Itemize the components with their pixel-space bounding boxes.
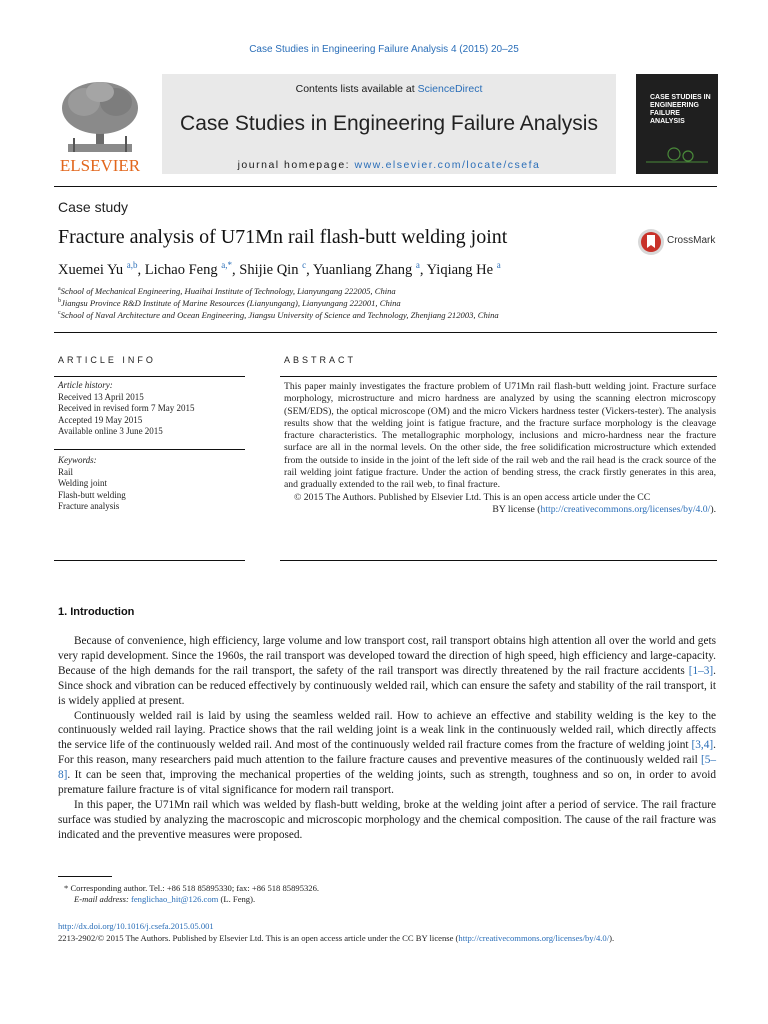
affiliation: [58, 310, 499, 320]
corresponding-author-note: * Corresponding author. Tel.: +86 518 85895330; fax: +86 518 85895326.: [64, 883, 320, 893]
article-info-divider: [54, 376, 245, 377]
issn-license-line: [58, 933, 718, 945]
paragraph-text: . For this reason, many researchers paid much attention to the failure fracture causes and preventive measures of the continuously welded rail: [58, 739, 716, 767]
elsevier-tree-icon: [54, 78, 146, 174]
abstract-license: [284, 504, 716, 516]
license-link[interactable]: http://creativecommons.org/licenses/by/4.0/: [540, 503, 711, 515]
journal-cover-image: [636, 74, 718, 174]
history-item: Accepted 19 May 2015: [58, 414, 143, 425]
keyword-item: Welding joint: [58, 478, 108, 489]
crossmark-label[interactable]: CrossMark: [667, 235, 716, 246]
abstract-text: This paper mainly investigates the fracture problem of U71Mn rail flash-butt welding joint. Fracture surface morphology, microstructure and micro hardness are analyzed by using the scanning electron microscopy (SEM/EDS), the optical microscope (OM) and the micro Vickers hardness tester (Vickers-tester). The analysis results show that the welding joint is fatigue fracture, and the fracture surface morphology is the cleavage fracture characteristics. The metallographic morphology, inclusions and micro-hardness near the fracture surface are all in the normal levels. On the other side, the free solidification microstructure which extended from the outside to inside in the joint of the left side of the rail web and the rail head is the crack source of the rail welding joint fatigue fracture. Under the action of bending stress, the crack firstly generates in this area, and gradually extended to the rail web, to final fracture.: [284, 381, 716, 491]
journal-homepage: [162, 159, 616, 171]
paragraph-text: . It can be seen that, improving the mechanical properties of the welding joints, such as strength, toughness and so on, in order to avoid premature failure fracture is of vital significance for modern rail transport.: [58, 769, 716, 797]
paragraph: [58, 798, 716, 843]
sciencedirect-link[interactable]: ScienceDirect: [417, 83, 483, 95]
journal-title: Case Studies in Engineering Failure Analysis: [180, 112, 598, 135]
affiliation: [58, 298, 401, 308]
paragraph-text: Because of convenience, high efficiency, large volume and low transport cost, rail transport obtains high attention all over the world and gets very rapid development. Since the 1960s, the rail transport was developed toward the direction of high speed, high efficiency and large-capacity. Because of the high demands for the rail transport, the safety of the rail transport was directly threatened by the rail fracture accidents: [58, 635, 716, 677]
homepage-link[interactable]: www.elsevier.com/locate/csefa: [354, 159, 541, 171]
history-item: Received 13 April 2015: [58, 391, 144, 402]
homepage-prefix: journal homepage:: [237, 159, 355, 171]
keyword-item: Flash-butt welding: [58, 489, 126, 500]
history-item: Available online 3 June 2015: [58, 426, 163, 437]
footnotes: [58, 883, 718, 906]
abstract-divider: [280, 376, 717, 377]
issn-text: 2213-2902/© 2015 The Authors. Published by Elsevier Ltd. This is an open access article under the CC BY license (: [58, 933, 459, 943]
affiliation-text: Jiangsu Province R&D Institute of Marine Resources (Lianyungang), Lianyungang 222001, China: [61, 298, 401, 308]
article-title: Fracture analysis of U71Mn rail flash-butt welding joint: [58, 226, 508, 248]
citation-link[interactable]: [1–3]: [688, 664, 714, 677]
footnote-divider: [58, 876, 112, 877]
author-name[interactable]: Yuanliang Zhang: [312, 261, 413, 278]
history-label: Article history:: [58, 380, 113, 390]
license-prefix: BY license (: [492, 503, 541, 515]
email-note: [58, 894, 718, 905]
elsevier-logo: [54, 78, 146, 174]
email-label: E-mail address:: [74, 894, 131, 905]
abstract-bottom-divider: [280, 560, 717, 561]
affiliation: [58, 286, 396, 296]
article-info-bottom-divider: [54, 560, 245, 561]
author-list: Xuemei Yu $^{a,b}$, Lichao Feng $^{a,*}$, Shijie Qin $^c$, Yuanliang Zhang $^a$, Yiqiang He $^a$: [58, 260, 501, 278]
crossmark-icon[interactable]: [637, 228, 665, 261]
author-name[interactable]: Xuemei Yu: [58, 261, 124, 278]
header-divider: [54, 186, 717, 187]
abstract-heading: ABSTRACT: [284, 355, 357, 365]
paragraph-text: Continuously welded rail is laid by using the seamless welded rail. How to achieve an effective and stability welding is the key to the continuously welded rail laying. Practice shows that the rail welding joint is a weak link in the continuously welded rail, which directly affects the service life of the continuously welded rail. And most of the continuously welded rail fracture comes from the fracture of welding joint: [58, 709, 716, 752]
journal-reference[interactable]: Case Studies in Engineering Failure Analysis 4 (2015) 20–25: [249, 44, 519, 55]
cover-title: CASE STUDIES IN ENGINEERING FAILURE ANALYSIS: [650, 94, 711, 125]
affiliation-text: School of Mechanical Engineering, Huaihai Institute of Technology, Lianyungang 222005, China: [60, 286, 396, 296]
author-affil-sup[interactable]: a,*: [221, 260, 232, 270]
author-affil-sup[interactable]: a: [415, 260, 420, 270]
author-affil-sup[interactable]: a,b: [126, 260, 138, 270]
abstract-body: [284, 381, 716, 516]
author-name[interactable]: Shijie Qin: [239, 261, 299, 278]
history-item: Received in revised form 7 May 2015: [58, 403, 195, 414]
affiliation-sup: b: [58, 298, 61, 305]
section-heading-introduction: 1. Introduction: [58, 606, 135, 618]
abstract-copyright: © 2015 The Authors. Published by Elsevier Ltd. This is an open access article under the CC: [294, 491, 651, 503]
email-link[interactable]: fenglichao_hit@126.com: [130, 894, 219, 905]
article-history: [58, 380, 194, 438]
doi-link[interactable]: http://dx.doi.org/10.1016/j.csefa.2015.05.001: [58, 921, 214, 931]
author-name[interactable]: Lichao Feng: [144, 261, 218, 278]
paragraph-text: In this paper, the U71Mn rail which was welded by flash-butt welding, broke at the welding joint after a period of service. The rail fracture surface was studied by analyzing the macroscopic and microscopic morphology and the chemical composition. The cause of the rail fracture was indicated and the preventive measures were proposed.: [58, 798, 716, 841]
affiliation-text: School of Naval Architecture and Ocean Engineering, Jiangsu University of Science and Technology, Zhenjiang 212003, China: [60, 310, 499, 320]
paragraph-text: . Since shock and vibration can be reduced effectively by continuously welded rail, which can ensure the safety and stability of the rail transport, it is widely applied at present.: [58, 664, 716, 707]
issn-license-link[interactable]: http://creativecommons.org/licenses/by/4.0/: [458, 933, 610, 943]
introduction-body: [58, 634, 716, 843]
publisher-name: ELSEVIER: [59, 156, 141, 174]
affiliation-sup: c: [58, 310, 61, 317]
affiliation-divider: [54, 332, 717, 333]
article-info-heading: ARTICLE INFO: [58, 355, 156, 365]
author-affil-sup[interactable]: c: [302, 260, 307, 270]
paragraph: [58, 634, 716, 709]
cover-graphic: [636, 74, 718, 174]
citation-link[interactable]: [5–8]: [58, 754, 716, 782]
article-type: Case study: [58, 199, 129, 215]
affiliation-sup: a: [58, 286, 61, 293]
contents-line: [162, 83, 616, 95]
email-suffix: (L. Feng).: [218, 894, 256, 905]
keywords: [58, 455, 126, 513]
author-affil-sup[interactable]: a: [496, 260, 501, 270]
keywords-divider: [54, 449, 245, 450]
paragraph: [58, 709, 716, 798]
license-suffix: ).: [710, 503, 716, 515]
keywords-label: Keywords:: [58, 455, 97, 465]
contents-prefix: Contents lists available at: [295, 83, 418, 95]
keyword-item: Fracture analysis: [58, 501, 120, 512]
author-name[interactable]: Yiqiang He: [426, 261, 494, 278]
citation-link[interactable]: [3,4]: [691, 739, 714, 752]
issn-suffix: ).: [609, 933, 615, 943]
keyword-item: Rail: [58, 466, 73, 477]
